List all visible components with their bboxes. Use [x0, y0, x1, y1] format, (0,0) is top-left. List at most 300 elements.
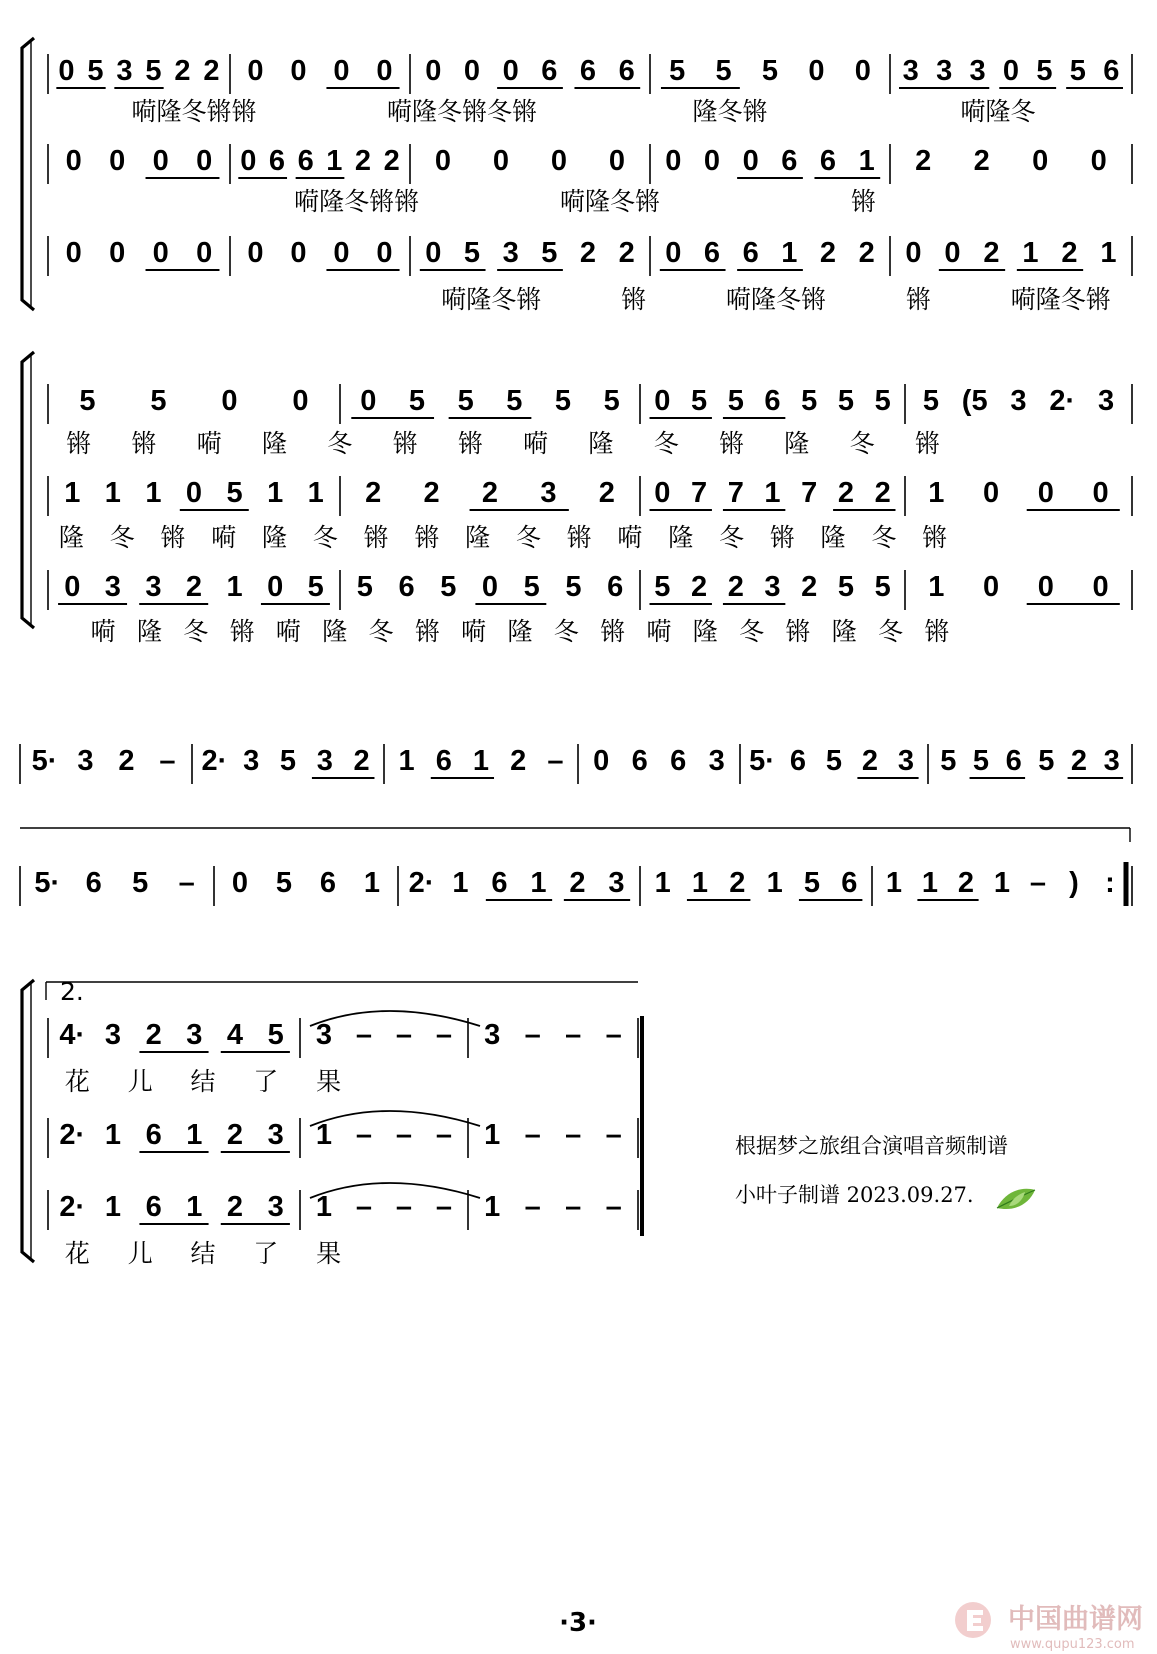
note-digit: 6 — [670, 745, 687, 777]
lyric-text: 了 — [253, 1239, 279, 1268]
lyric-text: 结 — [190, 1239, 216, 1268]
note-digit: 1 — [921, 867, 939, 899]
lyric-text: 嗬 — [211, 523, 237, 552]
note-digit: 3 — [1010, 385, 1027, 417]
note-digit: 5 — [145, 55, 162, 87]
note-digit: 5 — [837, 571, 854, 603]
note-digit: 5 — [654, 571, 671, 603]
note-digit: 1 — [484, 1119, 501, 1151]
note-digit: 0 — [665, 237, 682, 269]
note-digit: – — [565, 1191, 582, 1223]
note-digit: – — [524, 1119, 541, 1151]
note-digit: 5· — [34, 867, 61, 899]
note-digit: 0 — [1037, 477, 1054, 509]
note-digit: 6 — [319, 867, 337, 899]
note-digit: 1 — [928, 477, 945, 509]
note-digit: 2 — [983, 237, 1000, 269]
note-digit: 3 — [1103, 745, 1120, 777]
note-digit: 0 — [360, 385, 377, 417]
watermark — [955, 1602, 1143, 1652]
note-digit: 5 — [275, 867, 293, 899]
note-digit: 6 — [1005, 745, 1022, 777]
note-digit: 3 — [484, 1019, 501, 1051]
leaf-icon — [997, 1189, 1035, 1209]
note-digit: 0 — [1037, 571, 1054, 603]
note-digit: 0 — [1002, 55, 1020, 87]
note-digit: 5 — [691, 385, 708, 417]
note-digit: 3 — [77, 745, 94, 777]
note-digit: 0 — [109, 145, 126, 177]
note-digit: 5 — [87, 55, 104, 87]
lyric-text: 锵 — [392, 429, 418, 458]
note-digit: 0 — [267, 571, 284, 603]
watermark-url: www.qupu123.com — [1010, 1637, 1135, 1652]
note-digit: 2 — [858, 237, 875, 269]
note-digit: 5 — [837, 385, 854, 417]
transcriber-credit: 小叶子制谱 2023.09.27. — [735, 1183, 974, 1207]
note-digit: 2 — [598, 477, 615, 509]
note-digit: 1 — [186, 1119, 203, 1151]
note-digit: – — [159, 745, 176, 777]
lyric-text: 花 — [64, 1239, 90, 1268]
note-digit: 3 — [243, 745, 260, 777]
lyric-text: 冬 — [553, 617, 579, 646]
note-digit: 3 — [502, 237, 519, 269]
note-digit: 3 — [186, 1019, 203, 1051]
note-digit: 2· — [59, 1191, 86, 1223]
note-digit: 5 — [307, 571, 324, 603]
lyric-text: 嗬隆冬锵 — [1010, 285, 1111, 314]
note-digit: 2 — [423, 477, 440, 509]
lyric-text: 锵 — [363, 523, 389, 552]
lyric-text: 锵 — [914, 429, 940, 458]
note-digit: 0 — [64, 571, 81, 603]
note-digit: 0 — [196, 145, 213, 177]
note-digit: 0 — [1092, 571, 1109, 603]
lyric-text: 隆 — [692, 617, 718, 646]
note-digit: 6 — [703, 237, 721, 269]
system-bracket — [22, 38, 34, 310]
note-digit: 2 — [861, 745, 879, 777]
note-digit: 7 — [727, 477, 744, 509]
note-digit: 3 — [897, 745, 915, 777]
note-digit: 6 — [579, 55, 597, 87]
lyric-text: 锵 — [66, 429, 92, 458]
note-digit: 5 — [408, 385, 426, 417]
note-digit: 0 — [654, 385, 671, 417]
note-digit: 2 — [510, 745, 527, 777]
lyric-text: 了 — [253, 1067, 279, 1096]
note-digit: 4· — [59, 1019, 86, 1051]
note-digit: – — [355, 1191, 373, 1223]
note-digit: 5 — [565, 571, 582, 603]
note-digit: 1 — [186, 1191, 203, 1223]
note-digit: 5 — [440, 571, 457, 603]
note-digit: 6 — [1103, 55, 1120, 87]
note-digit: 1 — [764, 477, 781, 509]
lyric-text: 果 — [316, 1067, 342, 1096]
lyric-text: 锵 — [457, 429, 483, 458]
note-digit: 6 — [618, 55, 635, 87]
note-digit: 2 — [915, 145, 932, 177]
note-digit: 0 — [854, 55, 871, 87]
note-digit: 1 — [484, 1191, 501, 1223]
note-digit: 5 — [940, 745, 957, 777]
note-digit: 0 — [905, 237, 922, 269]
note-digit: 3 — [608, 867, 625, 899]
note-digit: 5 — [1069, 55, 1086, 87]
note-digit: – — [524, 1019, 541, 1051]
note-digit: 6 — [631, 745, 648, 777]
note-digit: 5 — [825, 745, 843, 777]
note-digit: 5 — [874, 571, 891, 603]
note-digit: 0 — [742, 145, 759, 177]
note-digit: 6 — [85, 867, 102, 899]
lyric-text: 锵 — [131, 429, 157, 458]
note-digit: 5 — [874, 385, 891, 417]
note-digit: 2 — [874, 477, 891, 509]
note-digit: 5 — [727, 385, 744, 417]
note-digit: 1 — [452, 867, 469, 899]
note-digit: 1 — [145, 477, 162, 509]
note-digit: 1 — [781, 237, 798, 269]
lyric-text: 锵 — [924, 617, 950, 646]
lyric-text: 隆 — [668, 523, 694, 552]
note-digit: 2 — [1070, 745, 1088, 777]
note-digit: 6 — [145, 1191, 162, 1223]
note-digit: 6 — [764, 385, 781, 417]
note-digit: 5 — [463, 237, 481, 269]
lyric-text: 嗬隆冬 — [960, 97, 1036, 126]
lyric-text: 隆 — [588, 429, 614, 458]
lyric-text: 隆 — [784, 429, 810, 458]
note-digit: 0 — [196, 237, 213, 269]
lyric-text: 锵 — [600, 617, 626, 646]
note-digit: 0 — [152, 237, 169, 269]
note-digit: 0 — [1032, 145, 1049, 177]
lyric-text: 嗬隆冬锵冬锵 — [386, 97, 538, 126]
note-digit: 3 — [764, 571, 781, 603]
lyric-text: 儿 — [127, 1067, 153, 1096]
note-digit: 6 — [781, 145, 798, 177]
note-digit: 6 — [268, 145, 286, 177]
note-digit: 0 — [593, 745, 610, 777]
note-digit: 2 — [729, 867, 746, 899]
note-digit: 1 — [104, 1191, 122, 1223]
note-digit: 3 — [104, 571, 121, 603]
note-digit: 0 — [185, 477, 203, 509]
note-digit: 0 — [221, 385, 238, 417]
lyric-text: 隆 — [820, 523, 846, 552]
lyric-text: 锵 — [769, 523, 795, 552]
note-digit: 3 — [540, 477, 557, 509]
note-digit: 7 — [691, 477, 708, 509]
note-digit: 5 — [150, 385, 167, 417]
note-digit: 0 — [290, 55, 307, 87]
note-digit: 2 — [185, 571, 203, 603]
note-digit: 2 — [957, 867, 975, 899]
note-digit: 0 — [434, 145, 452, 177]
lyric-text: 嗬隆冬锵 — [559, 187, 661, 216]
watermark-site-name: 中国曲谱网 — [1008, 1604, 1143, 1635]
note-digit: 1 — [766, 867, 783, 899]
note-digit: 2 — [365, 477, 382, 509]
note-digit: 6 — [145, 1119, 162, 1151]
lyric-text: 冬 — [653, 429, 679, 458]
note-digit: 3 — [969, 55, 986, 87]
note-digit: 2 — [801, 571, 818, 603]
lyric-text: 锵 — [160, 523, 186, 552]
page-number: ·3· — [559, 1608, 597, 1638]
note-digit: 5 — [226, 477, 243, 509]
lyric-text: 锵 — [414, 617, 440, 646]
note-digit: 2· — [201, 745, 228, 777]
note-digit: 3 — [116, 55, 133, 87]
lyric-text: 锵 — [905, 285, 931, 314]
lyric-text: 锵 — [621, 285, 647, 314]
note-digit: 0 — [1090, 145, 1107, 177]
note-digit: 0 — [808, 55, 825, 87]
note-digit: 5 — [506, 385, 523, 417]
note-digit: – — [435, 1019, 453, 1051]
lyric-text: 冬 — [515, 523, 541, 552]
note-digit: 2 — [145, 1019, 162, 1051]
note-digit: 0 — [654, 477, 671, 509]
lyric-text: 隆 — [58, 523, 84, 552]
note-digit: 1 — [363, 867, 381, 899]
note-digit: 0 — [247, 55, 264, 87]
lyric-text: 冬 — [312, 523, 338, 552]
note-digit: 2 — [569, 867, 586, 899]
note-digit: – — [565, 1019, 582, 1051]
note-digit: 0 — [376, 55, 393, 87]
note-digit: – — [605, 1119, 622, 1151]
note-digit: (5 — [961, 385, 988, 417]
lyric-text: 冬 — [368, 617, 394, 646]
note-digit: 0 — [425, 55, 442, 87]
note-digit: 1 — [307, 477, 324, 509]
note-digit: 1 — [993, 867, 1011, 899]
note-digit: 5 — [523, 571, 540, 603]
note-digit: 0 — [703, 145, 721, 177]
note-digit: 1 — [654, 867, 671, 899]
system-bracket — [22, 980, 34, 1262]
lyric-text: 冬 — [327, 429, 353, 458]
note-digit: 5 — [541, 237, 558, 269]
note-digit: 5· — [31, 745, 58, 777]
note-digit: 0 — [463, 55, 481, 87]
note-digit: 1 — [315, 1119, 333, 1151]
note-digit: 1 — [1100, 237, 1117, 269]
lyric-text: 冬 — [739, 617, 765, 646]
note-digit: 0 — [502, 55, 519, 87]
lyric-text: 儿 — [127, 1239, 153, 1268]
note-digit: 1 — [398, 745, 415, 777]
note-digit: 0 — [550, 145, 568, 177]
note-digit: 1 — [315, 1191, 333, 1223]
note-digit: 1 — [326, 145, 343, 177]
lyric-text: 隆 — [136, 617, 162, 646]
note-digit: : — [1105, 867, 1115, 899]
note-digit: – — [435, 1191, 453, 1223]
note-digit: 5 — [457, 385, 474, 417]
note-digit: 0 — [65, 237, 82, 269]
note-digit: 5 — [803, 867, 821, 899]
note-digit: 0 — [247, 237, 264, 269]
lyric-text: 嗬 — [196, 429, 222, 458]
lyric-text: 锵 — [229, 617, 255, 646]
note-digit: 0 — [240, 145, 257, 177]
note-digit: 3 — [267, 1119, 284, 1151]
note-digit: 2 — [354, 145, 372, 177]
note-digit: 0 — [481, 571, 499, 603]
note-digit: 0 — [492, 145, 510, 177]
note-digit: 2 — [1061, 237, 1078, 269]
note-digit: 5 — [132, 867, 149, 899]
note-digit: – — [605, 1191, 622, 1223]
note-digit: 5 — [922, 385, 939, 417]
note-digit: – — [547, 745, 564, 777]
note-digit: 0 — [65, 145, 82, 177]
lyric-text: 隆 — [261, 429, 288, 458]
note-digit: 2 — [837, 477, 854, 509]
note-digit: 0 — [109, 237, 126, 269]
note-digit: 6 — [491, 867, 508, 899]
lyric-text: 冬 — [109, 523, 135, 552]
lyric-text: 嗬隆冬锵锵 — [294, 187, 420, 216]
lyric-text: 锵 — [718, 429, 745, 458]
note-digit: 2· — [1049, 385, 1076, 417]
note-digit: 2 — [579, 237, 597, 269]
note-digit: 0 — [292, 385, 309, 417]
note-digit: – — [395, 1019, 413, 1051]
note-digit: 1 — [928, 571, 945, 603]
note-digit: 7 — [801, 477, 818, 509]
note-digit: 2 — [353, 745, 370, 777]
lyric-text: 隆 — [465, 523, 491, 552]
volta-label: 2. — [60, 977, 84, 1006]
note-digit: 3 — [145, 571, 162, 603]
note-digit: 6 — [398, 571, 415, 603]
note-digit: 5 — [972, 745, 990, 777]
note-digit: 1 — [226, 571, 243, 603]
lyric-text: 嗬 — [461, 617, 487, 646]
note-digit: 0 — [665, 145, 682, 177]
note-digit: 3 — [104, 1019, 122, 1051]
note-digit: 1 — [104, 1119, 122, 1151]
note-digit: 2 — [481, 477, 499, 509]
note-digit: 5 — [715, 55, 732, 87]
note-digit: 2 — [691, 571, 708, 603]
note-digit: 5 — [554, 385, 572, 417]
note-digit: 0 — [290, 237, 307, 269]
note-digit: – — [355, 1019, 373, 1051]
note-digit: – — [355, 1119, 373, 1151]
note-digit: 6 — [789, 745, 807, 777]
note-digit: 3 — [267, 1191, 284, 1223]
note-digit: 1 — [885, 867, 903, 899]
source-credit: 根据梦之旅组合演唱音频制谱 — [735, 1134, 1008, 1158]
lyric-text: 锵 — [414, 523, 440, 552]
lyric-text: 嗬 — [523, 429, 549, 458]
note-digit: 2 — [203, 55, 220, 87]
note-digit: 1 — [858, 145, 875, 177]
note-digit: 3 — [1098, 385, 1115, 417]
lyric-text: 冬 — [718, 523, 745, 552]
note-digit: 3 — [936, 55, 953, 87]
lyric-text: 隆 — [507, 617, 533, 646]
lyric-text: 嗬 — [617, 523, 643, 552]
note-digit: 5 — [279, 745, 297, 777]
note-digit: 3 — [316, 745, 333, 777]
note-digit: 5 — [603, 385, 620, 417]
note-digit: ) — [1069, 867, 1079, 899]
note-digit: 6 — [841, 867, 858, 899]
lyric-text: 嗬隆冬锵 — [725, 285, 827, 314]
note-digit: 2· — [59, 1119, 86, 1151]
note-digit: 0 — [983, 477, 1000, 509]
note-digit: 6 — [607, 571, 624, 603]
note-digit: 5 — [267, 1019, 284, 1051]
note-digit: – — [565, 1119, 582, 1151]
lyric-text: 结 — [190, 1067, 216, 1096]
lyric-text: 冬 — [183, 617, 209, 646]
note-digit: 0 — [608, 145, 626, 177]
lyric-text: 果 — [316, 1239, 342, 1268]
note-digit: 6 — [297, 145, 314, 177]
note-digit: 0 — [58, 55, 75, 87]
note-digit: 0 — [333, 237, 350, 269]
lyric-text: 隆冬锵 — [692, 97, 768, 126]
note-digit: – — [395, 1119, 413, 1151]
note-digit: 0 — [944, 237, 961, 269]
note-digit: 6 — [435, 745, 452, 777]
note-digit: 5 — [1038, 745, 1055, 777]
note-digit: 5 — [761, 55, 779, 87]
note-digit: 0 — [983, 571, 1000, 603]
lyric-text: 嗬 — [275, 617, 301, 646]
note-digit: – — [178, 867, 195, 899]
lyric-text: 隆 — [261, 523, 288, 552]
lyric-text: 嗬隆冬锵锵 — [131, 97, 257, 126]
lyric-text: 嗬 — [646, 617, 672, 646]
note-digit: 6 — [742, 237, 759, 269]
note-digit: 2 — [226, 1191, 244, 1223]
note-digit: 2 — [973, 145, 990, 177]
note-digit: 5 — [356, 571, 373, 603]
note-digit: 0 — [376, 237, 393, 269]
note-digit: – — [395, 1191, 413, 1223]
note-digit: – — [435, 1119, 453, 1151]
note-digit: 5 — [669, 55, 686, 87]
note-digit: 2 — [226, 1119, 244, 1151]
note-digit: 0 — [152, 145, 169, 177]
note-digit: 3 — [902, 55, 919, 87]
qupu-logo-icon — [955, 1602, 991, 1638]
note-digit: 5 — [79, 385, 96, 417]
note-digit: 5· — [749, 745, 775, 777]
lyric-text: 嗬隆冬锵 — [441, 285, 542, 314]
lyric-text: 锵 — [785, 617, 811, 646]
note-digit: 4 — [226, 1019, 244, 1051]
note-digit: 2 — [383, 145, 400, 177]
note-digit: 0 — [1092, 477, 1109, 509]
lyric-text: 嗬 — [90, 617, 116, 646]
note-digit: 0 — [425, 237, 442, 269]
lyric-text: 花 — [64, 1067, 90, 1096]
note-digit: 1 — [530, 867, 547, 899]
note-digit: 1 — [1022, 237, 1039, 269]
